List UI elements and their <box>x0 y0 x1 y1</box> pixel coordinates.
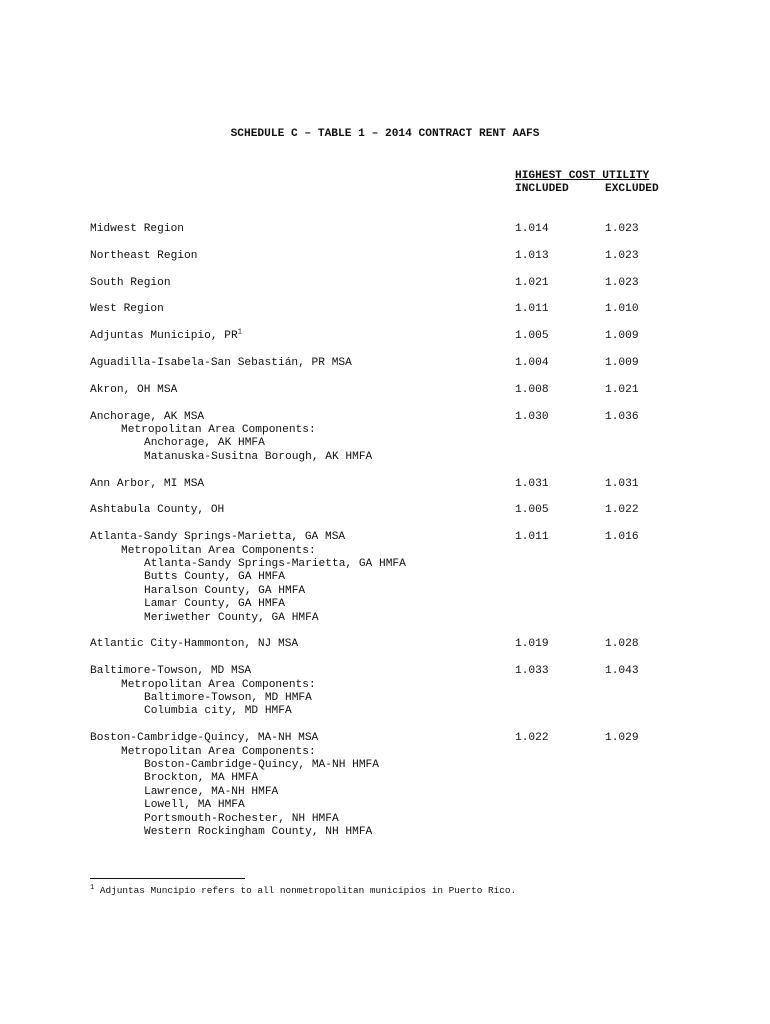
page-title <box>0 128 770 141</box>
components-label: Metropolitan Area Components: <box>121 423 316 436</box>
included-value: 1.019 <box>515 638 549 651</box>
component-area: Matanuska-Susitna Borough, AK HMFA <box>144 450 373 463</box>
component-area: Baltimore-Towson, MD HMFA <box>144 692 312 705</box>
included-value: 1.031 <box>515 477 549 490</box>
area-name-text: Ann Arbor, MI MSA <box>90 477 205 490</box>
area-name <box>90 504 690 517</box>
table-row <box>90 303 690 316</box>
area-name-text: Baltimore-Towson, MD MSA <box>90 665 252 678</box>
excluded-value: 1.016 <box>605 531 639 544</box>
title-text: SCHEDULE C – TABLE 1 – 2014 CONTRACT RENT AAFS <box>230 128 540 140</box>
included-value: 1.021 <box>515 276 549 289</box>
table-row <box>90 250 690 263</box>
area-name-text: Anchorage, AK MSA <box>90 410 205 423</box>
component-area: Lawrence, MA-NH HMFA <box>144 785 279 798</box>
component-area: Haralson County, GA HMFA <box>144 584 306 597</box>
area-name <box>90 531 690 544</box>
component-area: Atlanta-Sandy Springs-Marietta, GA HMFA <box>144 558 406 570</box>
table-row <box>90 277 690 290</box>
excluded-column-header: EXCLUDED <box>605 183 659 195</box>
footnote-reference: 1 <box>237 328 242 337</box>
excluded-value: 1.043 <box>605 665 639 678</box>
component-area: Anchorage, AK HMFA <box>144 437 265 450</box>
included-column-header: INCLUDED <box>515 183 569 195</box>
area-name-text: Atlantic City-Hammonton, NJ MSA <box>90 638 299 651</box>
column-group-header: HIGHEST COST UTILITY <box>515 170 650 182</box>
area-name <box>90 732 690 745</box>
table-row <box>90 223 690 236</box>
footnote-divider <box>90 878 245 879</box>
footnote <box>90 884 516 897</box>
area-name <box>90 303 690 316</box>
component-area: Western Rockingham County, NH HMFA <box>144 826 373 839</box>
area-name <box>90 330 690 343</box>
area-name <box>90 357 690 370</box>
table-row <box>90 638 690 651</box>
table-row <box>90 384 690 397</box>
area-name-text: Northeast Region <box>90 249 198 262</box>
area-name <box>90 638 690 651</box>
aaf-table <box>90 223 690 853</box>
components-label: Metropolitan Area Components: <box>121 678 316 691</box>
components-label: Metropolitan Area Components: <box>121 544 316 557</box>
component-area: Lamar County, GA HMFA <box>144 598 285 611</box>
excluded-value: 1.022 <box>605 504 639 517</box>
component-area: Butts County, GA HMFA <box>144 571 285 584</box>
excluded-value: 1.023 <box>605 249 639 262</box>
excluded-value: 1.036 <box>605 410 639 423</box>
table-row <box>90 478 690 491</box>
included-value: 1.033 <box>515 665 549 678</box>
component-area: Meriwether County, GA HMFA <box>144 611 319 624</box>
included-value: 1.013 <box>515 249 549 262</box>
component-area: Portsmouth-Rochester, NH HMFA <box>144 812 339 825</box>
excluded-value: 1.029 <box>605 732 639 745</box>
table-row <box>90 411 690 465</box>
included-value: 1.004 <box>515 356 549 369</box>
excluded-value: 1.009 <box>605 330 639 343</box>
component-area: Boston-Cambridge-Quincy, MA-NH HMFA <box>144 759 379 772</box>
included-value: 1.014 <box>515 223 549 235</box>
area-name-text: Boston-Cambridge-Quincy, MA-NH MSA <box>90 732 319 745</box>
component-area: Lowell, MA HMFA <box>144 799 245 812</box>
included-value: 1.022 <box>515 732 549 745</box>
area-name <box>90 411 690 424</box>
component-area: Columbia city, MD HMFA <box>144 705 292 718</box>
table-row <box>90 504 690 517</box>
excluded-value: 1.023 <box>605 276 639 289</box>
footnote-mark: 1 <box>90 883 95 892</box>
area-name-text: Adjuntas Municipio, PR <box>90 330 238 343</box>
area-name-text: Atlanta-Sandy Springs-Marietta, GA MSA <box>90 531 346 544</box>
included-value: 1.008 <box>515 383 549 396</box>
excluded-value: 1.010 <box>605 303 639 316</box>
excluded-value: 1.028 <box>605 638 639 651</box>
table-row <box>90 732 690 839</box>
excluded-value: 1.031 <box>605 477 639 490</box>
excluded-value: 1.023 <box>605 223 639 235</box>
excluded-value: 1.021 <box>605 383 639 396</box>
components-label: Metropolitan Area Components: <box>121 745 316 758</box>
table-row <box>90 665 690 719</box>
area-name <box>90 223 690 236</box>
excluded-value: 1.009 <box>605 356 639 369</box>
table-row <box>90 357 690 370</box>
included-value: 1.005 <box>515 330 549 343</box>
area-name <box>90 478 690 491</box>
area-name-text: Ashtabula County, OH <box>90 504 225 517</box>
area-name-text: Aguadilla-Isabela-San Sebastián, PR MSA <box>90 356 352 369</box>
included-value: 1.011 <box>515 303 549 316</box>
included-value: 1.005 <box>515 504 549 517</box>
component-area: Brockton, MA HMFA <box>144 772 259 785</box>
area-name-text: Akron, OH MSA <box>90 383 178 396</box>
included-value: 1.011 <box>515 531 549 544</box>
footnote-text: Adjuntas Muncipio refers to all nonmetropolitan municipios in Puerto Rico. <box>94 885 517 896</box>
area-name <box>90 250 690 263</box>
area-name-text: Midwest Region <box>90 223 184 235</box>
area-name <box>90 277 690 290</box>
area-name <box>90 665 690 678</box>
included-value: 1.030 <box>515 410 549 423</box>
area-name <box>90 384 690 397</box>
table-row <box>90 330 690 343</box>
area-name-text: West Region <box>90 303 164 316</box>
table-row <box>90 531 690 625</box>
area-name-text: South Region <box>90 276 171 289</box>
